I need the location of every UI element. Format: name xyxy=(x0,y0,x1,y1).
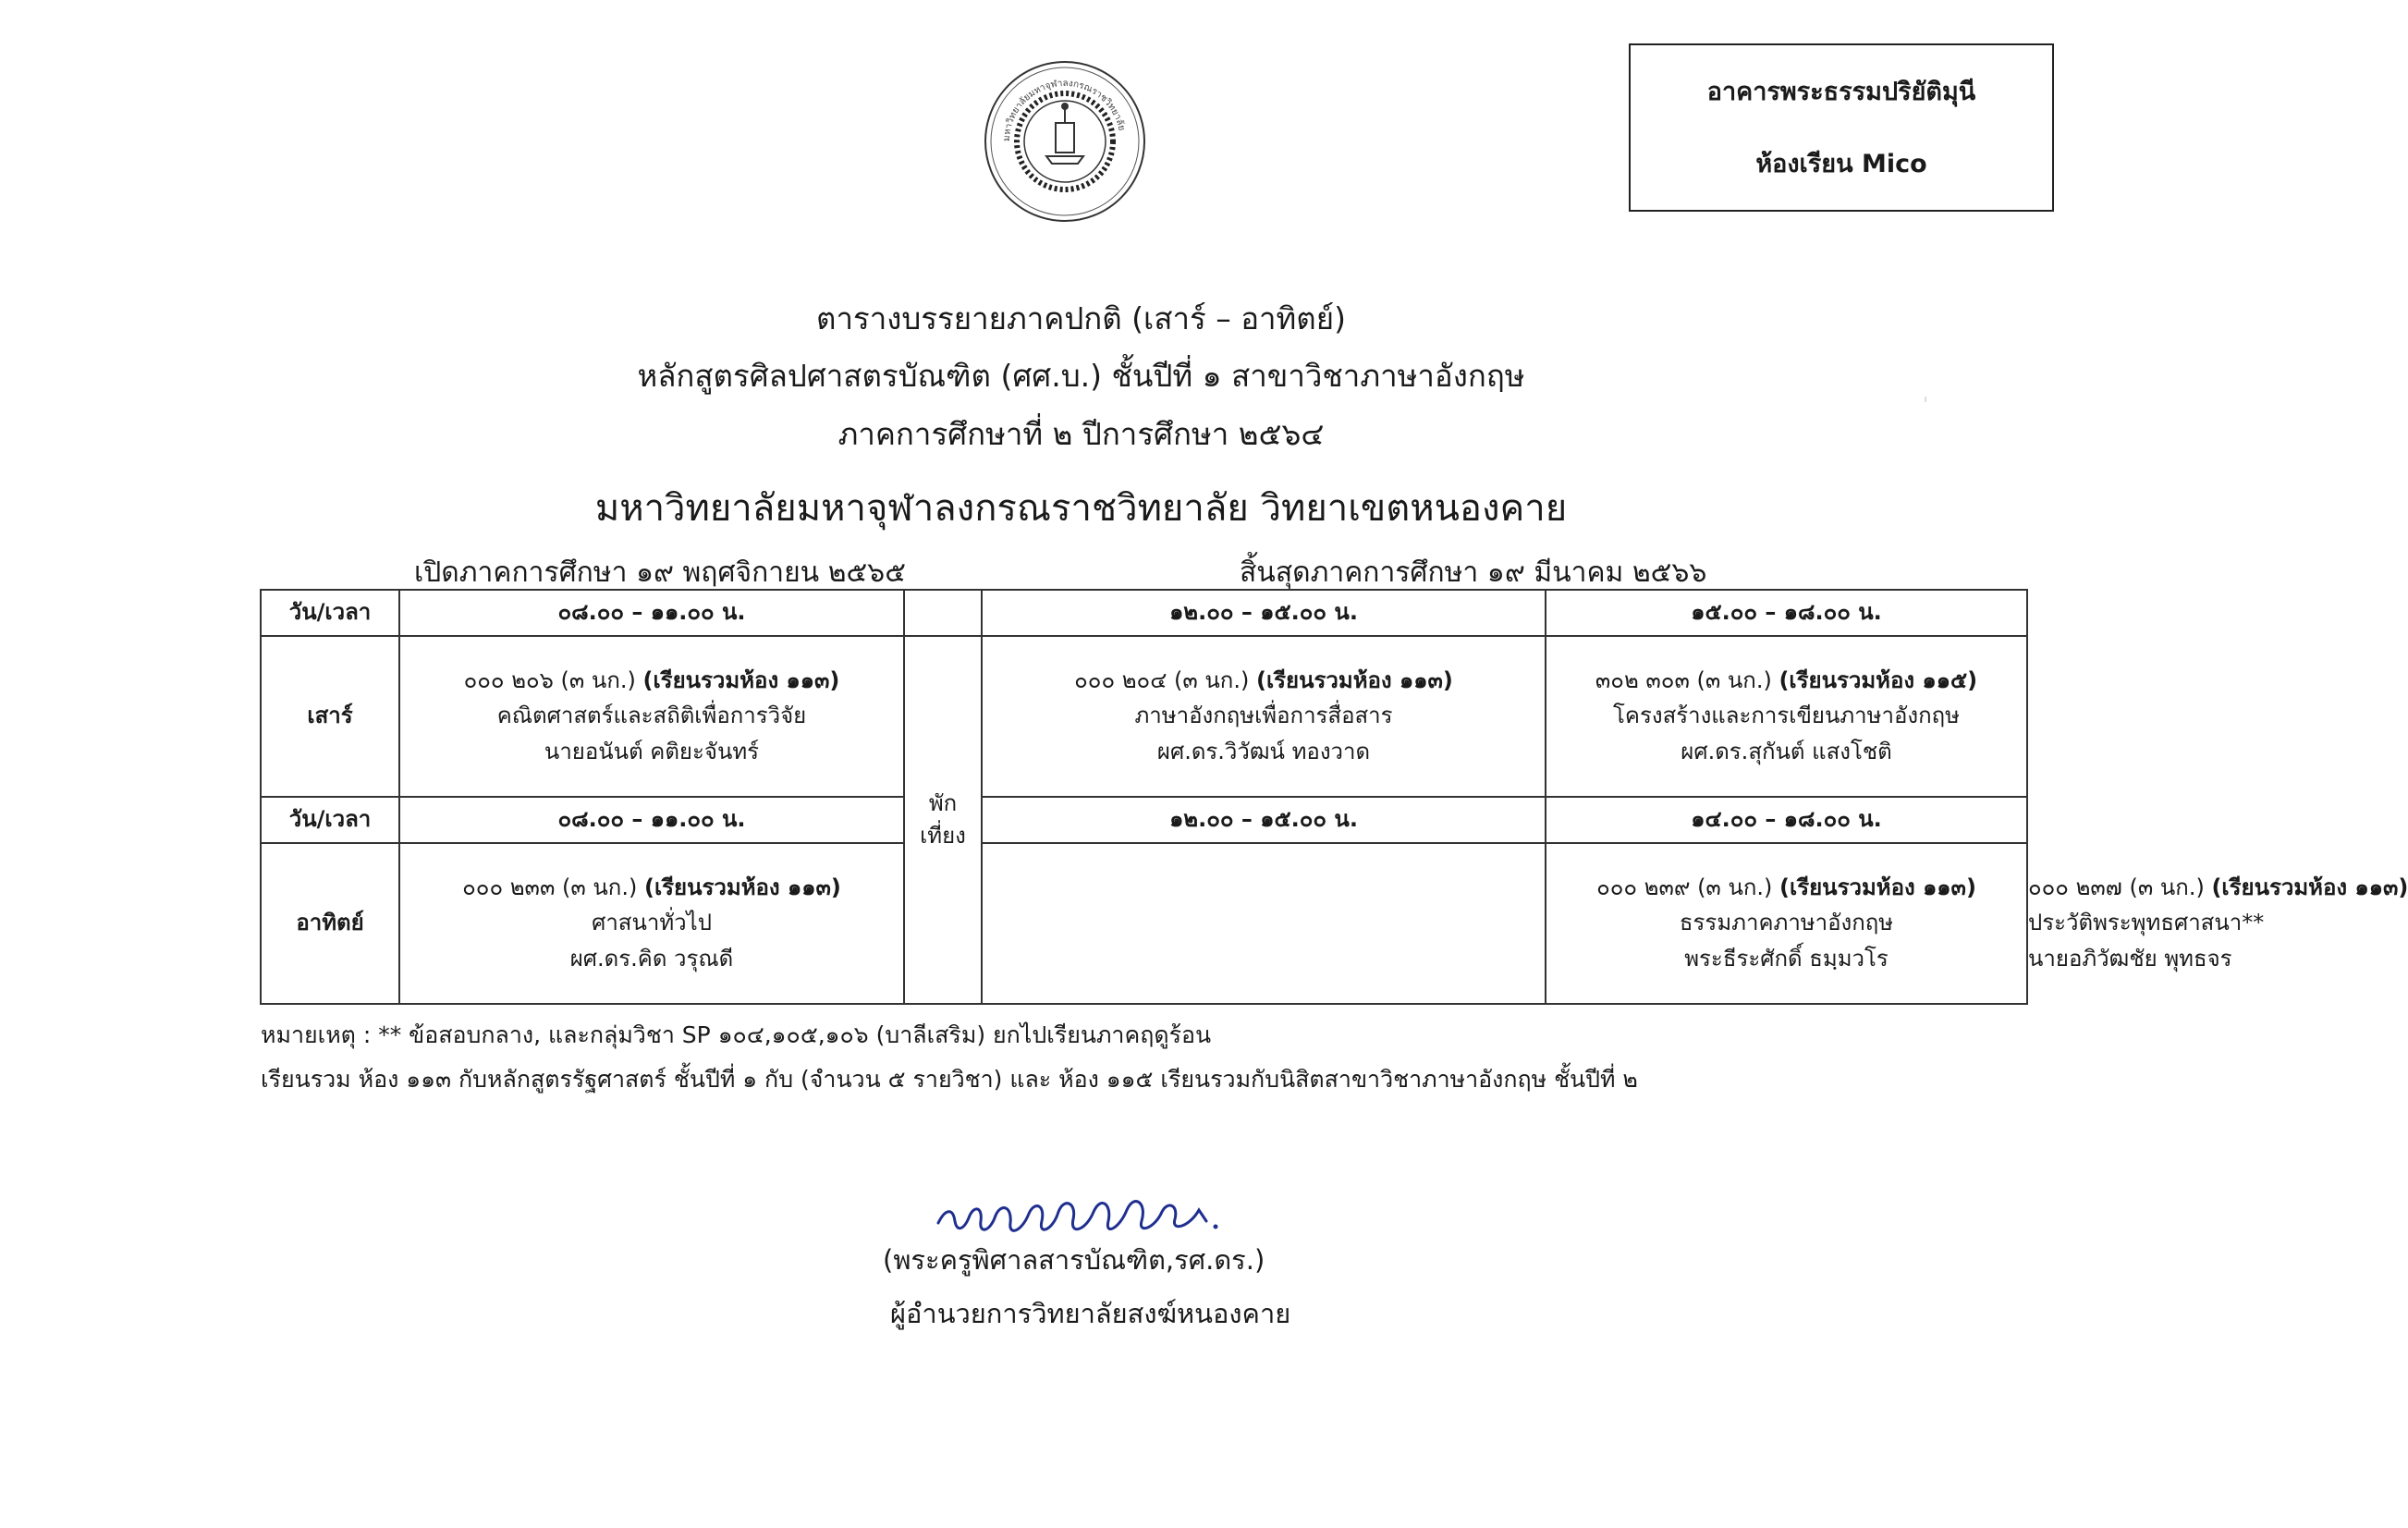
break-header-cell xyxy=(904,590,982,636)
seal-text: มหาวิทยาลัยมหาจุฬาลงกรณราชวิทยาลัย xyxy=(1001,78,1127,142)
course-code: ๐๐๐ ๒๓๓ (๓ นก.) xyxy=(462,874,638,901)
university-seal-icon xyxy=(982,42,1148,254)
sunday-time-header-row xyxy=(261,797,2027,843)
day-time-label: วัน/เวลา xyxy=(261,797,399,843)
time-slot: ๑๒.๐๐ – ๑๕.๐๐ น. xyxy=(982,797,1546,843)
lunch-break-cell xyxy=(904,636,982,1004)
schedule-table xyxy=(260,589,2408,1005)
combined-room: (เรียนรวมห้อง ๑๑๓) xyxy=(1255,667,1453,694)
course-subject: คณิตศาสตร์และสถิติเพื่อการวิจัย xyxy=(496,703,807,729)
time-slot: ๑๒.๐๐ – ๑๕.๐๐ น. xyxy=(982,590,1546,636)
room-name: ห้องเรียน Mico xyxy=(1755,150,1927,178)
course-subject: โครงสร้างและการเขียนภาษาอังกฤษ xyxy=(1613,703,1960,729)
course-lecturer: ผศ.ดร.คิด วรุณดี xyxy=(569,945,734,972)
heading-program: หลักสูตรศิลปศาสตรบัณฑิต (ศศ.บ.) ชั้นปีที่ ๑ สาขาวิชาภาษาอังกฤษ xyxy=(637,358,1525,394)
course-cell xyxy=(399,636,904,797)
room-box xyxy=(1629,43,2054,212)
course-cell xyxy=(1546,636,2027,797)
course-subject: ศาสนาทั่วไป xyxy=(592,910,712,936)
time-slot: ๑๕.๐๐ – ๑๘.๐๐ น. xyxy=(1546,590,2027,636)
semester-opening-date: เปิดภาคการศึกษา ๑๙ พฤศจิกายน ๒๕๖๕ xyxy=(414,556,906,589)
course-lecturer: ผศ.ดร.สุกันต์ แสงโชติ xyxy=(1681,738,1892,764)
combined-room: (เรียนรวมห้อง ๑๑๕) xyxy=(1778,667,1978,694)
heading-university: มหาวิทยาลัยมหาจุฬาลงกรณราชวิทยาลัย วิทยาเขตหนองคาย xyxy=(594,487,1568,530)
saturday-time-header-row xyxy=(261,590,2027,636)
course-code: ๓๐๒ ๓๐๓ (๓ นก.) xyxy=(1595,667,1772,694)
course-lecturer: พระธีระศักดิ์ ธมฺมวโร xyxy=(1684,945,1889,972)
course-lecturer: ผศ.ดร.วิวัฒน์ ทองวาด xyxy=(1156,738,1371,764)
handwritten-signature xyxy=(929,1188,1234,1243)
note-line-1: หมายเหตุ : ** ข้อสอบกลาง, และกลุ่มวิชา SP ๑๐๔,๑๐๕,๑๐๖ (บาลีเสริม) ยกไปเรียนภาคฤดูร้อน xyxy=(261,1021,1212,1048)
day-saturday: เสาร์ xyxy=(261,636,399,797)
saturday-row xyxy=(261,636,2027,797)
combined-room: (เรียนรวมห้อง ๑๑๓) xyxy=(642,667,840,694)
course-code: ๐๐๐ ๒๐๖ (๓ นก.) xyxy=(463,667,636,694)
break-cell-sunday xyxy=(982,843,1546,1004)
break-label: พัก xyxy=(928,789,958,816)
break-label: เที่ยง xyxy=(920,823,966,849)
scan-mark xyxy=(1925,397,1926,402)
combined-room: (เรียนรวมห้อง ๑๑๓) xyxy=(2211,874,2408,901)
course-cell xyxy=(399,843,904,1004)
course-header xyxy=(983,666,1545,695)
course-header xyxy=(1546,874,2026,902)
semester-closing-date: สิ้นสุดภาคการศึกษา ๑๙ มีนาคม ๒๕๖๖ xyxy=(1240,556,1707,589)
sunday-row: อาทิตย์ ๐๐๐ ๒๓๓ (๓ นก.) (เรียนรวมห้อง ๑๑๓) ศาสนาทั่วไป ผศ.ดร.คิด วรุณดี ๐๐๐ ๒๓๙ (๓ นก.) (เรียนรวมห้อง ๑๑๓) ธรรมภาคภาษาอังกฤษ พระธีระศักดิ์ ธมฺมวโร ๐๐๐ ๒๓๗ (๓ นก.) (เรียนรวมห้อง ๑๑๓) ประวัติพระพุทธศาสนา** นายอภิวัฒชัย พุทธจร xyxy=(261,843,2027,1004)
course-lecturer: นายอนันต์ คติยะจันทร์ xyxy=(544,738,760,764)
note-line-2: เรียนรวม ห้อง ๑๑๓ กับหลักสูตรรัฐศาสตร์ ชั้นปีที่ ๑ กับ (จำนวน ๕ รายวิชา) และ ห้อง ๑๑๕ เรียนรวมกับนิสิตสาขาวิชาภาษาอังกฤษ ชั้นปีที่ ๒ xyxy=(261,1066,1638,1093)
time-slot: ๐๘.๐๐ – ๑๑.๐๐ น. xyxy=(399,590,904,636)
course-code: ๐๐๐ ๒๓๙ (๓ นก.) xyxy=(1596,874,1773,901)
course-code: ๐๐๐ ๒๐๔ (๓ นก.) xyxy=(1074,667,1250,694)
course-cell xyxy=(1546,843,2027,1004)
combined-room: (เรียนรวมห้อง ๑๑๓) xyxy=(643,874,841,901)
signer-title: ผู้อำนวยการวิทยาลัยสงฆ์หนองคาย xyxy=(890,1298,1291,1329)
course-code: ๐๐๐ ๒๓๗ (๓ นก.) xyxy=(2028,874,2205,901)
course-header xyxy=(1546,666,2026,695)
day-time-label: วัน/เวลา xyxy=(261,590,399,636)
signer-name: (พระครูพิศาลสารบัณฑิต,รศ.ดร.) xyxy=(883,1244,1265,1276)
time-slot: ๑๔.๐๐ – ๑๘.๐๐ น. xyxy=(1546,797,2027,843)
heading-schedule: ตารางบรรยายภาคปกติ (เสาร์ – อาทิตย์) xyxy=(816,300,1346,336)
course-subject: ภาษาอังกฤษเพื่อการสื่อสาร xyxy=(1134,703,1393,729)
course-subject: ธรรมภาคภาษาอังกฤษ xyxy=(1679,910,1894,936)
heading-semester: ภาคการศึกษาที่ ๒ ปีการศึกษา ๒๕๖๔ xyxy=(837,416,1325,452)
building-name: อาคารพระธรรมปริยัติมุนี xyxy=(1706,78,1976,106)
combined-room: (เรียนรวมห้อง ๑๑๓) xyxy=(1779,874,1976,901)
day-sunday: อาทิตย์ xyxy=(261,843,399,1004)
course-header xyxy=(400,874,903,902)
course-cell xyxy=(982,636,1546,797)
course-header xyxy=(400,666,903,695)
time-slot: ๐๘.๐๐ – ๑๑.๐๐ น. xyxy=(399,797,904,843)
